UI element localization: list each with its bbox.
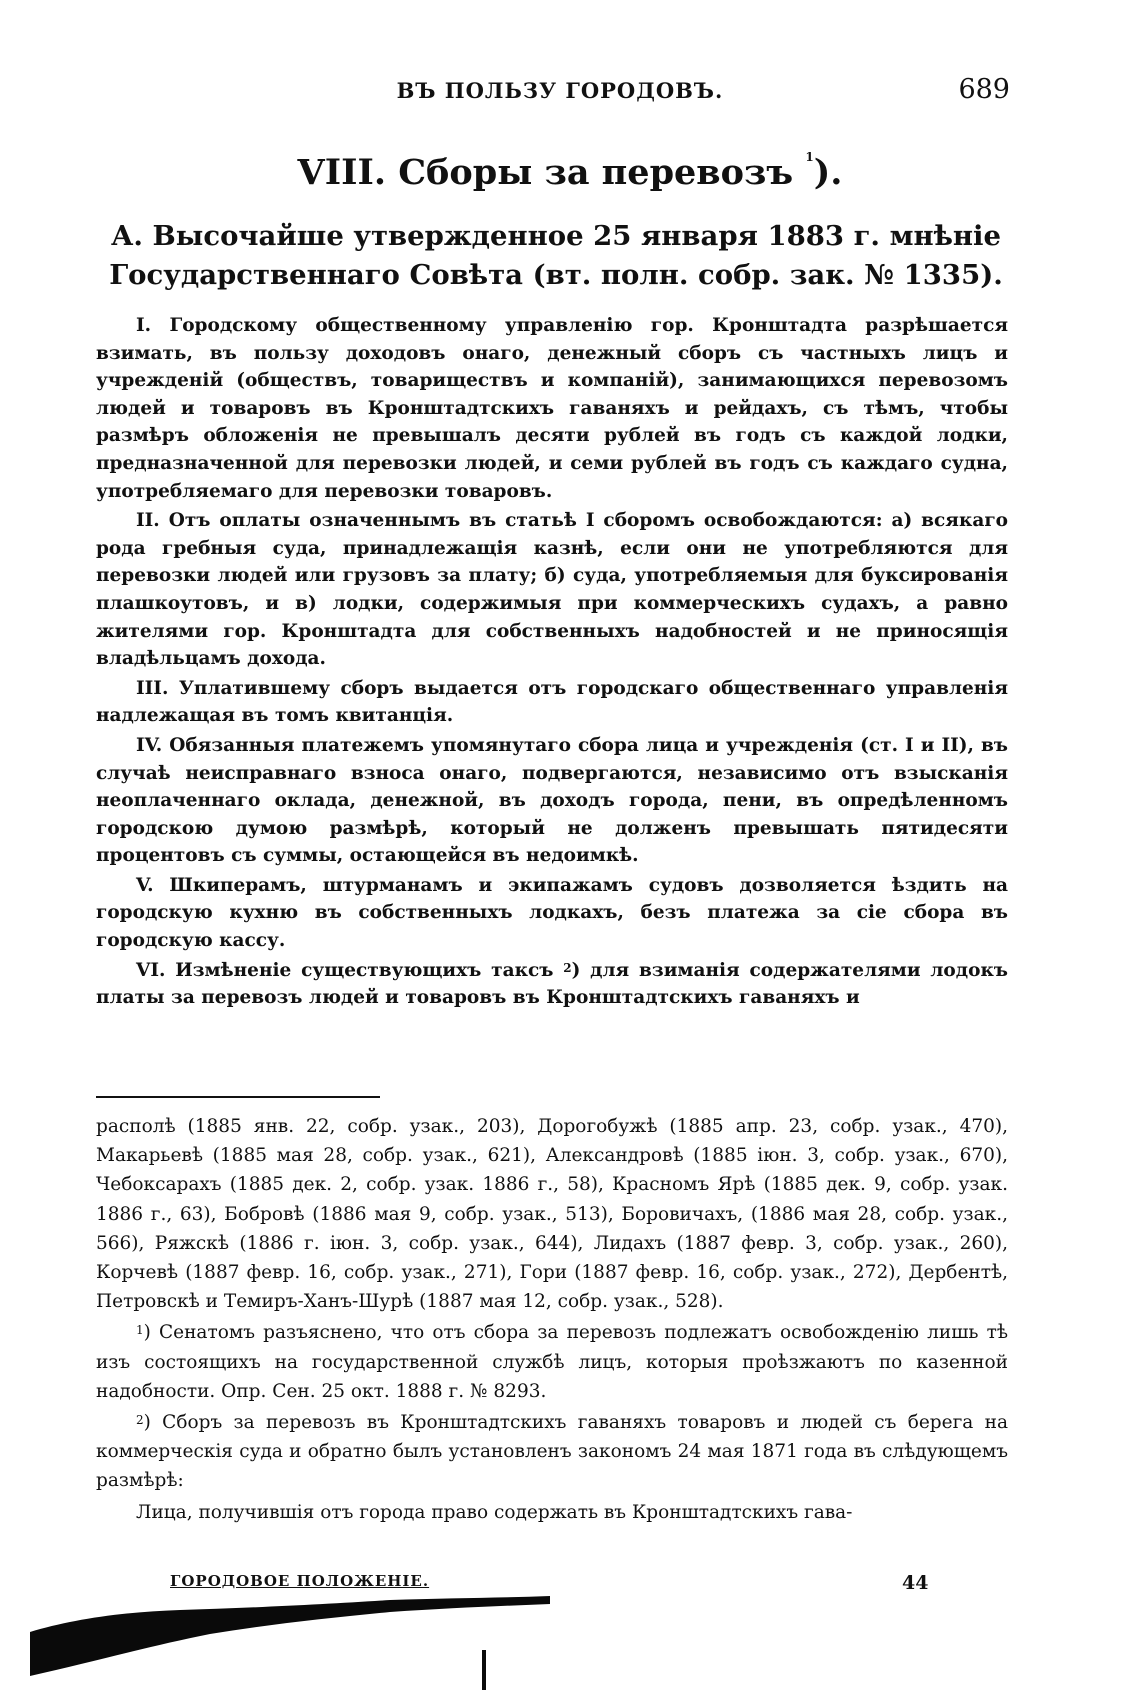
section-title bbox=[0, 152, 1140, 193]
footnote-2-continuation: Лица, получившія отъ города право содержать въ Кронштадтскихъ гава- bbox=[136, 1501, 853, 1523]
footnote-2-mark: 2 bbox=[136, 1413, 144, 1428]
article-6-rest: ) для взиманія содержателями лодокъ платы за перевозъ людей и товаровъ въ Кронштадтскихъ гаваняхъ и bbox=[96, 959, 1008, 1009]
running-title: ВЪ ПОЛЬЗУ ГОРОДОВЪ. bbox=[396, 78, 724, 103]
decree-articles bbox=[96, 312, 1008, 1012]
sheet-number: 44 bbox=[902, 1572, 929, 1594]
footnote-2 bbox=[96, 1408, 1008, 1496]
footnote-continuation: располѣ (1885 янв. 22, собр. узак., 203), Дорогобужѣ (1885 апр. 23, собр. узак., 470), Макарьевѣ (1885 мая 28, собр. узак., 621), Александровѣ (1885 іюн. 3, собр. узак., 670), Чебоксарахъ (1885 дек. 2, собр. узак. 1886 г., 58), Красномъ Ярѣ (1885 дек. 9, собр. узак. 1886 г., 63), Бобровѣ (1886 мая 9, собр. узак., 513), Боровичахъ, (1886 мая 28, собр. узак., 566), Ряжскѣ (1886 г. іюн. 3, собр. узак., 644), Лидахъ (1887 февр. 3, собр. узак., 260), Корчевѣ (1887 февр. 16, собр. узак., 271), Гори (1887 февр. 16, собр. узак., 272), Дербентѣ, Петровскѣ и Темиръ-Ханъ-Шурѣ (1887 мая 12, собр. узак., 528). bbox=[96, 1116, 1008, 1313]
torn-edge-shadow bbox=[30, 1590, 590, 1690]
article-1: I. Городскому общественному управленію гор. Кронштадта разрѣшается взимать, въ пользу доходовъ онаго, денежный сборъ съ частныхъ лицъ и учрежденій (обществъ, товариществъ и компаній), занимающихся перевозомъ людей и товаровъ въ Кронштадтскихъ гаваняхъ и рейдахъ, съ тѣмъ, чтобы размѣръ обложенія не превышалъ десяти рублей въ годъ съ каждой лодки, предназначенной для перевозки людей, и семи рублей въ годъ съ каждаго судна, употребляемаго для перевозки товаровъ. bbox=[96, 315, 1008, 502]
sheet-signature: ГОРОДОВОЕ ПОЛОЖЕНІЕ. bbox=[170, 1572, 430, 1590]
footnote-divider bbox=[96, 1096, 380, 1098]
torn-edge-shape bbox=[30, 1596, 550, 1676]
article-6 bbox=[96, 957, 1008, 1012]
binding-mark bbox=[482, 1650, 486, 1690]
running-header bbox=[110, 74, 1010, 112]
footnote-2-text: ) Сборъ за перевозъ въ Кронштадтскихъ гаваняхъ товаровъ и людей съ берега на коммерческія суда и обратно былъ установленъ закономъ 24 мая 1871 года въ слѣдующемъ размѣрѣ: bbox=[96, 1412, 1008, 1492]
footnote-ref-2: 2 bbox=[563, 960, 572, 975]
section-title-text: VIII. Сборы за перевозъ bbox=[297, 152, 794, 193]
article-5: V. Шкиперамъ, штурманамъ и экипажамъ судовъ дозволяется ѣздить на городскую кухню въ собственныхъ лодкахъ, безъ платежа за сіе сбора въ городскую кассу. bbox=[96, 874, 1008, 952]
footnote-1 bbox=[96, 1318, 1008, 1406]
section-title-end: ). bbox=[813, 152, 843, 193]
footnote-ref-1: 1 bbox=[805, 150, 814, 164]
footnote-1-mark: 1 bbox=[136, 1323, 144, 1338]
article-4: IV. Обязанныя платежемъ упомянутаго сбора лица и учрежденія (ст. I и II), въ случаѣ неисправнаго взноса онаго, подвергаются, независимо отъ взысканія неоплаченнаго оклада, денежной, въ доходъ города, пени, въ опредѣленномъ городскою думою размѣрѣ, который не долженъ превышать пятидесяти процентовъ съ суммы, остающейся въ недоимкѣ. bbox=[96, 734, 1008, 867]
decree-subtitle: А. Высочайше утвержденное 25 января 1883 г. мнѣніе Государственнаго Совѣта (вт. полн. собр. зак. № 1335). bbox=[109, 220, 1003, 291]
footnotes bbox=[96, 1112, 1008, 1527]
article-6-start: VI. Измѣненіе существующихъ таксъ bbox=[136, 959, 564, 981]
article-2: II. Отъ оплаты означеннымъ въ статьѣ I сборомъ освобождаются: а) всякаго рода гребныя суда, принадлежащія казнѣ, если они не употребляются для перевозки людей или грузовъ за плату; б) суда, употребляемыя для буксированія плашкоутовъ, и в) лодки, содержимыя при коммерческихъ судахъ, а равно жителями гор. Кронштадта для собственныхъ надобностей и не приносящія владѣльцамъ дохода. bbox=[96, 510, 1008, 670]
footnote-1-text: ) Сенатомъ разъяснено, что отъ сбора за перевозъ подлежатъ освобожденію лишь тѣ изъ состоящихъ на государственной службѣ лицъ, которыя проѣзжаютъ по казенной надобности. Опр. Сен. 25 окт. 1888 г. № 8293. bbox=[96, 1322, 1008, 1402]
article-3: III. Уплатившему сборъ выдается отъ городскаго общественнаго управленія надлежащая въ томъ квитанція. bbox=[96, 677, 1008, 727]
page-number: 689 bbox=[958, 74, 1010, 105]
